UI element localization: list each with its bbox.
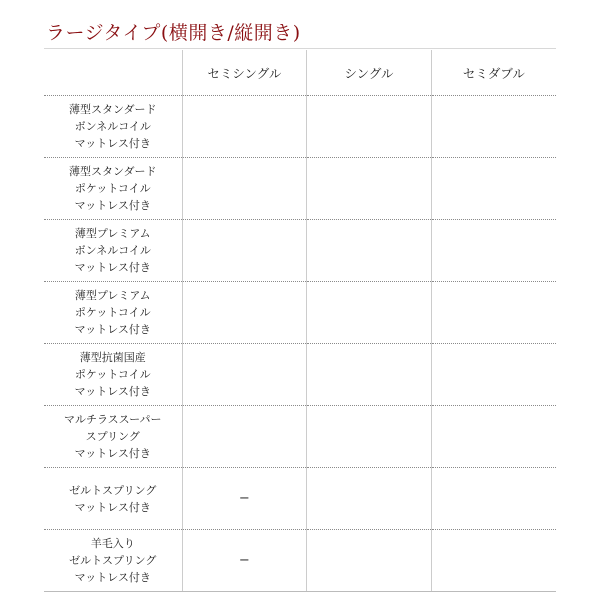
cell-semi-single [182,220,307,282]
cell-single [307,96,432,158]
mattress-type-label [44,344,182,406]
mattress-type-label [44,282,182,344]
header-single: シングル [307,50,432,96]
label-line: 羊毛入り [90,537,135,550]
label-line: ボンネルコイル [74,120,151,133]
cell-semi-single [182,468,307,530]
label-line: 薄型プレミアム [74,227,151,240]
cell-semi-double [431,468,556,530]
mattress-type-label [44,406,182,468]
cell-semi-double [431,158,556,220]
label-line: マットレス付き [74,323,151,336]
cell-semi-double [431,96,556,158]
cell-semi-double [431,406,556,468]
cell-single [307,406,432,468]
header-row [44,50,556,96]
cell-semi-single [182,96,307,158]
unavailable-dash: − [238,553,250,568]
mattress-type-label [44,468,182,530]
label-line: ボンネルコイル [74,244,151,257]
label-line: 薄型スタンダード [68,103,157,116]
cell-semi-single [182,282,307,344]
header-semi-single: セミシングル [182,50,307,96]
label-line: マットレス付き [74,137,151,150]
mattress-type-label [44,530,182,592]
mattress-type-label [44,158,182,220]
cell-semi-double [431,344,556,406]
label-line: 薄型プレミアム [74,289,151,302]
cell-single [307,468,432,530]
table-row [44,406,556,468]
mattress-type-label [44,220,182,282]
size-availability-table [44,50,556,592]
cell-semi-single [182,158,307,220]
label-line: ポケットコイル [74,182,151,195]
label-line: ゼルトスプリング [69,554,157,567]
label-line: マットレス付き [74,571,151,584]
cell-single [307,220,432,282]
header-semi-double: セミダブル [431,50,556,96]
header-blank [44,50,182,96]
label-line: マットレス付き [74,447,151,460]
table-row [44,344,556,406]
table-row [44,96,556,158]
cell-single [307,344,432,406]
cell-single [307,530,432,592]
label-line: ゼルトスプリング [69,483,157,497]
table-row [44,530,556,592]
cell-semi-double [431,282,556,344]
page-title: ラージタイプ(横開き/縦開き) [46,22,301,44]
table-row [44,220,556,282]
cell-semi-single [182,406,307,468]
cell-single [307,158,432,220]
mattress-type-label [44,96,182,158]
cell-semi-single [182,530,307,592]
cell-semi-double [431,220,556,282]
label-line: マルチラススーパー [63,413,162,426]
title-bar [44,14,556,49]
label-line: スプリング [85,430,140,443]
label-line: マットレス付き [74,500,151,514]
cell-single [307,282,432,344]
cell-semi-single [182,344,307,406]
table-row [44,158,556,220]
unavailable-dash: − [238,491,250,506]
label-line: ポケットコイル [74,306,151,319]
label-line: マットレス付き [74,261,151,274]
label-line: マットレス付き [74,199,151,212]
label-line: ポケットコイル [74,368,151,381]
label-line: 薄型抗菌国産 [79,351,146,364]
table-row [44,468,556,530]
cell-semi-double [431,530,556,592]
table-row [44,282,556,344]
label-line: マットレス付き [74,385,151,398]
label-line: 薄型スタンダード [68,165,157,178]
